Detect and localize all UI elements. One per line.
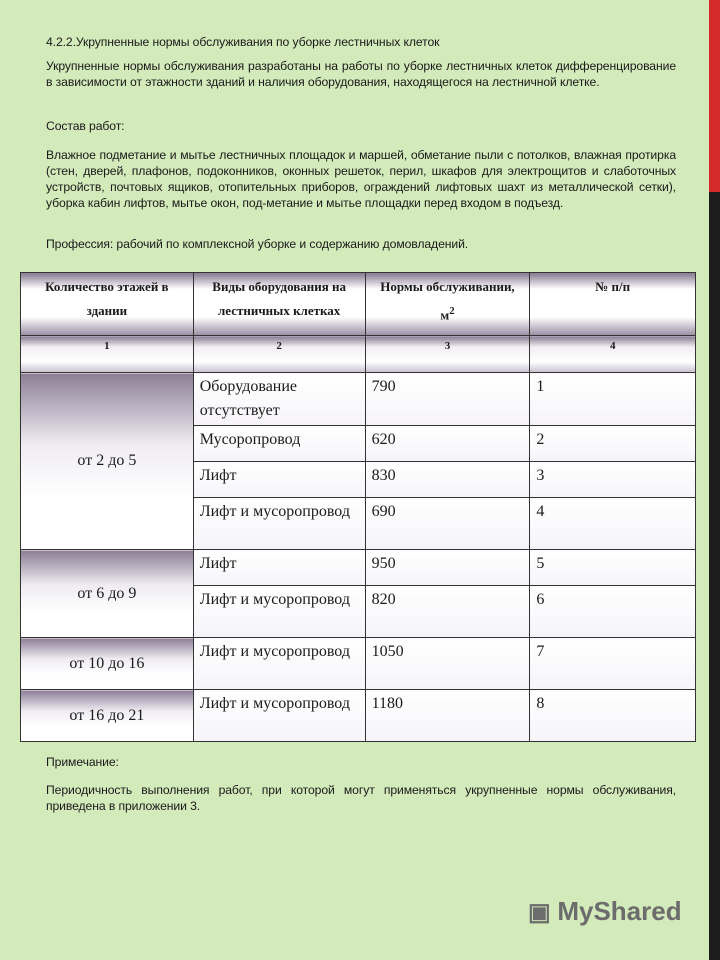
equipment-cell: Лифт и мусоропровод xyxy=(193,498,365,550)
floors-group: от 2 до 5 xyxy=(21,373,194,550)
intro-paragraph: Укрупненные нормы обслуживания разработаны на работы по уборке лестничных клеток дифференцирование в зависимости от этажности зданий и наличия оборудования, находящегося на лестничной клетке. xyxy=(46,59,676,89)
col-num: 4 xyxy=(530,336,696,373)
number-cell: 7 xyxy=(530,638,696,690)
norm-cell: 790 xyxy=(365,373,530,426)
norm-cell: 950 xyxy=(365,550,530,586)
accent-bar-red xyxy=(709,0,720,192)
works-label: Состав работ: xyxy=(46,119,125,133)
norms-table xyxy=(20,272,696,742)
section-heading: 4.2.2.Укрупненные нормы обслуживания по уборке лестничных клеток xyxy=(46,35,440,49)
equipment-cell: Лифт и мусоропровод xyxy=(193,638,365,690)
norm-cell: 1050 xyxy=(365,638,530,690)
table-header-row xyxy=(21,273,696,336)
header-norms xyxy=(365,273,530,336)
profession-text: Профессия: рабочий по комплексной уборке и содержанию домовладений. xyxy=(46,237,469,251)
column-number-row xyxy=(21,336,696,373)
note-text: Периодичность выполнения работ, при которой могут применяться укрупненные нормы обслуживания, приведена в приложении 3. xyxy=(46,783,676,813)
floors-group: от 10 до 16 xyxy=(21,638,194,690)
table-row xyxy=(21,690,696,742)
col-num: 2 xyxy=(193,336,365,373)
logo-icon: ▣ xyxy=(528,899,558,926)
table-row xyxy=(21,373,696,426)
equipment-cell: Лифт и мусоропровод xyxy=(193,586,365,638)
table-row xyxy=(21,550,696,586)
number-cell: 5 xyxy=(530,550,696,586)
norm-cell: 620 xyxy=(365,426,530,462)
equipment-cell: Мусоропровод xyxy=(193,426,365,462)
equipment-cell: Оборудование отсутствует xyxy=(193,373,365,426)
floors-group: от 16 до 21 xyxy=(21,690,194,742)
header-norms-sup: 2 xyxy=(449,305,455,317)
header-floors: Количество этажей в здании xyxy=(21,273,194,336)
norm-cell: 1180 xyxy=(365,690,530,742)
number-cell: 1 xyxy=(530,373,696,426)
norm-cell: 690 xyxy=(365,498,530,550)
equipment-cell: Лифт и мусоропровод xyxy=(193,690,365,742)
number-cell: 2 xyxy=(530,426,696,462)
floors-group: от 6 до 9 xyxy=(21,550,194,638)
equipment-cell: Лифт xyxy=(193,462,365,498)
equipment-cell: Лифт xyxy=(193,550,365,586)
header-norms-text: Нормы обслуживании, м xyxy=(380,279,515,323)
table-row xyxy=(21,638,696,690)
number-cell: 3 xyxy=(530,462,696,498)
number-cell: 4 xyxy=(530,498,696,550)
number-cell: 8 xyxy=(530,690,696,742)
norm-cell: 830 xyxy=(365,462,530,498)
accent-bar-dark xyxy=(709,192,720,960)
number-cell: 6 xyxy=(530,586,696,638)
col-num: 3 xyxy=(365,336,530,373)
works-paragraph: Влажное подметание и мытье лестничных площадок и маршей, обметание пыли с потолков, влажная протирка (стен, дверей, плафонов, подоконников, оконных решеток, перил, шкафов для электрощитов и слаботочных устройств, почтовых ящиков, отопительных приборов, ограждений лифтовых шахт из металлической сетки), уборка кабин лифтов, мытье окон, под-метание и мытье площадки перед входом в подъезд. xyxy=(46,148,676,210)
note-label: Примечание: xyxy=(46,755,119,769)
header-number: № п/п xyxy=(530,273,696,336)
col-num: 1 xyxy=(21,336,194,373)
norm-cell: 820 xyxy=(365,586,530,638)
header-equipment: Виды оборудования на лестничных клетках xyxy=(193,273,365,336)
watermark-text: MyShared xyxy=(557,896,682,926)
watermark-logo xyxy=(528,896,682,927)
